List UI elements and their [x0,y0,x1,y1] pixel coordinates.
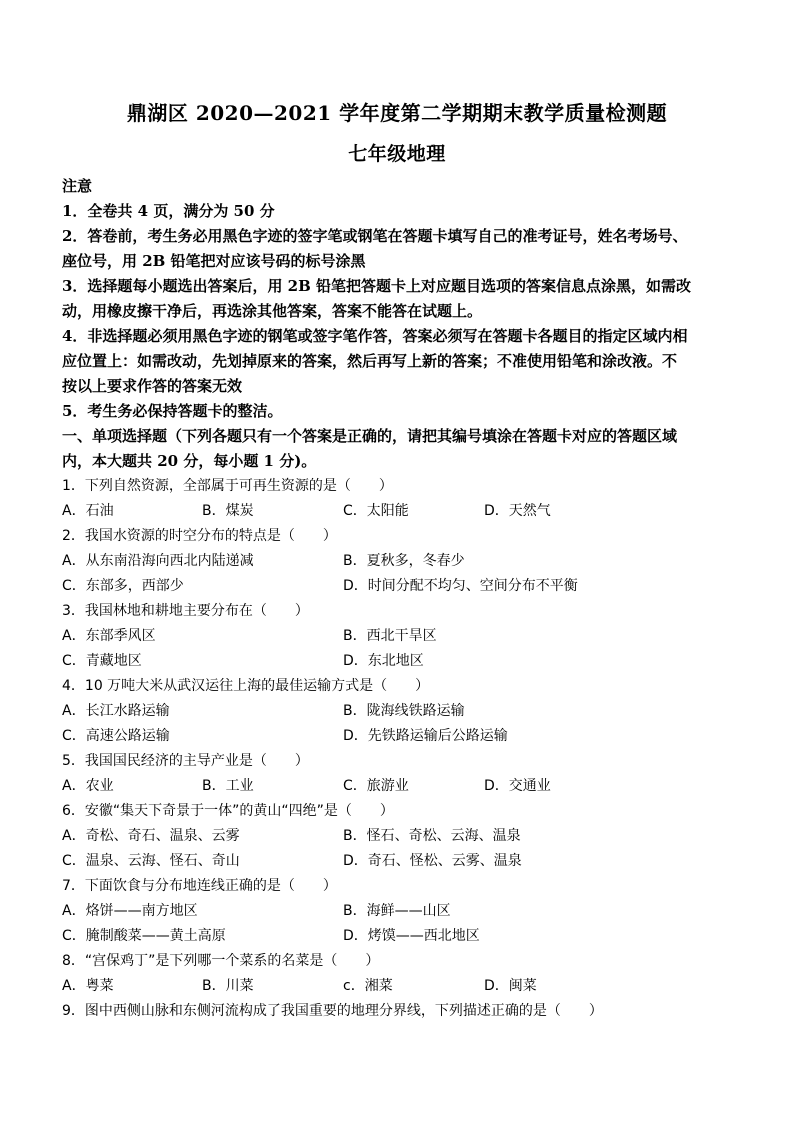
question-stem: 3．我国林地和耕地主要分布在（ ） [62,603,309,619]
question-stem: 2．我国水资源的时空分布的特点是（ ） [62,528,337,544]
option-d: D．天然气 [484,503,551,519]
option-c: C．东部多，西部少 [62,578,184,594]
option-a: A．奇松、奇石、温泉、云雾 [62,828,240,844]
exam-title: 鼎湖区 2020—2021 学年度第二学期期末教学质量检测题 [126,101,668,125]
note-line: 动，用橡皮擦干净后，再选涂其他答案，答案不能答在试题上。 [62,302,483,320]
notes-heading: 注意 [62,177,93,195]
question-stem: 5．我国国民经济的主导产业是（ ） [62,753,309,769]
option-b: B．夏秋多，冬春少 [343,553,465,569]
option-c: C．青藏地区 [62,653,142,669]
option-b: B．煤炭 [202,503,254,519]
option-d: D．时间分配不均匀、空间分布不平衡 [343,578,578,594]
option-a: A．从东南沿海向西北内陆递减 [62,553,254,569]
section-heading: 一、单项选择题（下列各题只有一个答案是正确的，请把其编号填涂在答题卡对应的答题区域 [62,427,678,445]
note-line: 应位置上：如需改动，先划掉原来的答案，然后再写上新的答案；不准使用铅笔和涂改液。不 [62,352,678,370]
question-stem: 8．“宫保鸡丁”是下列哪一个菜系的名菜是（ ） [62,953,380,969]
option-d: D．交通业 [484,778,551,794]
option-d: D．闽菜 [484,978,537,994]
section-heading-cont: 内，本大题共 20 分，每小题 1 分)。 [62,452,317,470]
option-b: B．西北干旱区 [343,628,437,644]
question-stem: 1．下列自然资源，全部属于可再生资源的是（ ） [62,478,393,494]
option-a: A．东部季风区 [62,628,156,644]
option-c: C．腌制酸菜——黄土高原 [62,928,226,944]
question-stem: 4．10 万吨大米从武汉运往上海的最佳运输方式是（ ） [62,678,430,694]
question-stem: 7．下面饮食与分布地连线正确的是（ ） [62,878,337,894]
question-stem: 9．图中西侧山脉和东侧河流构成了我国重要的地理分界线，下列描述正确的是（ ） [62,1003,603,1019]
option-c: C．旅游业 [343,778,409,794]
option-a: A．农业 [62,778,114,794]
note-line: 2．答卷前，考生务必用黑色字迹的签字笔或钢笔在答题卡填写自己的准考证号，姓名考场号、 [62,227,688,245]
note-line: 3．选择题每小题选出答案后，用 2B 铅笔把答题卡上对应题目选项的答案信息点涂黑，如需改 [62,277,692,295]
option-a: A．烙饼——南方地区 [62,903,198,919]
option-a: A．长江水路运输 [62,703,170,719]
note-line: 1．全卷共 4 页，满分为 50 分 [62,202,275,220]
option-b: B．陇海线铁路运输 [343,703,465,719]
note-line: 5．考生务必保持答题卡的整洁。 [62,402,283,420]
option-c: C．温泉、云海、怪石、奇山 [62,853,240,869]
note-line: 4．非选择题必须用黑色字迹的钢笔或签字笔作答，答案必须写在答题卡各题目的指定区域内相 [62,327,688,345]
option-d: D．烤馍——西北地区 [343,928,480,944]
question-stem: 6．安徽“集天下奇景于一体”的黄山“四绝”是（ ） [62,803,394,819]
option-a: A．粤菜 [62,978,114,994]
note-line: 座位号，用 2B 铅笔把对应该号码的标号涂黑 [62,252,366,270]
option-c: C．高速公路运输 [62,728,170,744]
note-line: 按以上要求作答的答案无效 [62,377,243,395]
option-b: B．怪石、奇松、云海、温泉 [343,828,521,844]
option-d: D．先铁路运输后公路运输 [343,728,508,744]
option-b: B．川菜 [202,978,254,994]
option-a: A．石油 [62,503,114,519]
exam-subtitle: 七年级地理 [348,143,446,165]
option-d: D．东北地区 [343,653,424,669]
option-b: B．工业 [202,778,254,794]
option-c: C．太阳能 [343,503,409,519]
option-b: B．海鲜——山区 [343,903,451,919]
option-c: c．湘菜 [343,978,393,994]
option-d: D．奇石、怪松、云雾、温泉 [343,853,522,869]
